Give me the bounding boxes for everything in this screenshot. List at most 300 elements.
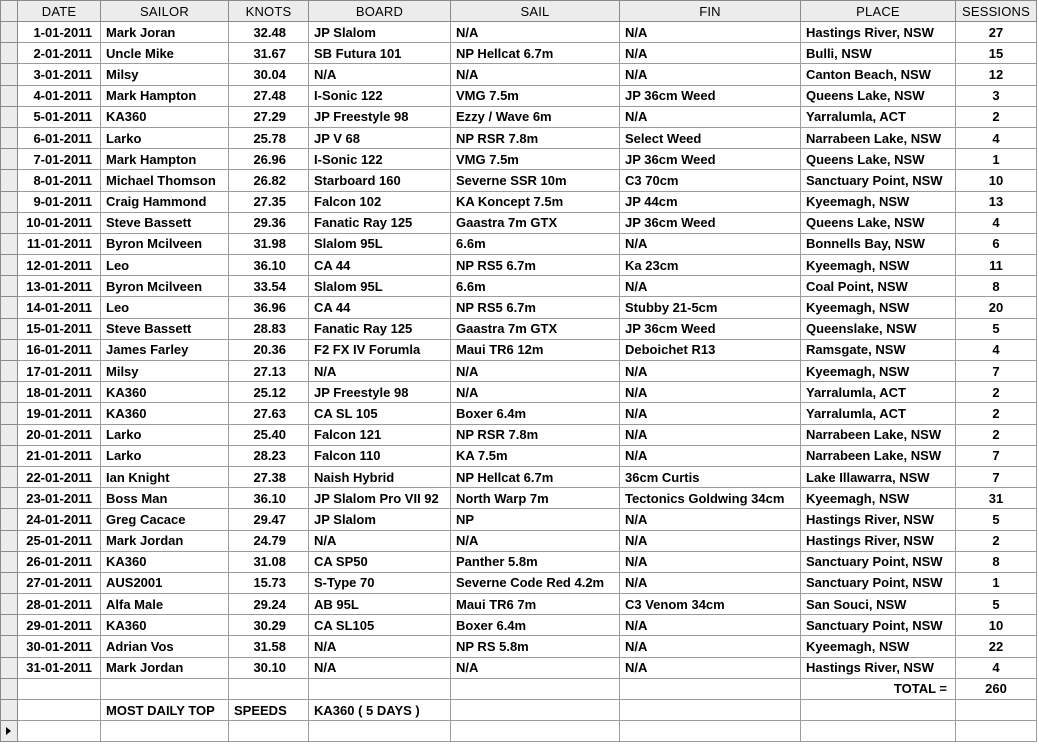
column-header-date[interactable]: DATE (18, 1, 101, 22)
cell-sail[interactable]: North Warp 7m (451, 488, 620, 509)
row-selector[interactable] (1, 594, 18, 615)
cell-date[interactable]: 21-01-2011 (18, 445, 101, 466)
cell-place[interactable]: Yarralumla, ACT (801, 403, 956, 424)
cell-fin[interactable]: N/A (620, 233, 801, 254)
cell-date[interactable]: 15-01-2011 (18, 318, 101, 339)
cell-place[interactable]: Bonnells Bay, NSW (801, 233, 956, 254)
cell-sessions[interactable]: 15 (956, 43, 1037, 64)
cell-sailor[interactable]: Mark Jordan (101, 657, 229, 678)
cell-date[interactable]: 23-01-2011 (18, 488, 101, 509)
cell-knots[interactable]: 30.10 (229, 657, 309, 678)
cell-sail[interactable]: KA Koncept 7.5m (451, 191, 620, 212)
cell-board[interactable]: CA 44 (309, 255, 451, 276)
cell-sail[interactable]: N/A (451, 657, 620, 678)
cell-knots[interactable]: 29.36 (229, 212, 309, 233)
cell-place[interactable]: Kyeemagh, NSW (801, 297, 956, 318)
cell-date[interactable]: 19-01-2011 (18, 403, 101, 424)
cell-sail[interactable]: NP RSR 7.8m (451, 127, 620, 148)
cell-knots[interactable]: 27.29 (229, 106, 309, 127)
cell-sail[interactable]: VMG 7.5m (451, 149, 620, 170)
column-header-board[interactable]: BOARD (309, 1, 451, 22)
cell-place[interactable]: Sanctuary Point, NSW (801, 551, 956, 572)
cell-place[interactable]: Hastings River, NSW (801, 509, 956, 530)
cell-sailor[interactable]: Craig Hammond (101, 191, 229, 212)
cell-knots[interactable]: 33.54 (229, 276, 309, 297)
cell-date[interactable]: 12-01-2011 (18, 255, 101, 276)
cell-knots[interactable]: 27.13 (229, 361, 309, 382)
row-selector[interactable] (1, 382, 18, 403)
cell-sessions[interactable]: 10 (956, 615, 1037, 636)
row-selector[interactable] (1, 700, 18, 721)
cell-sessions[interactable]: 11 (956, 255, 1037, 276)
row-selector[interactable] (1, 615, 18, 636)
cell-sailor[interactable]: KA360 (101, 382, 229, 403)
cell-sessions[interactable]: 4 (956, 212, 1037, 233)
row-selector[interactable] (1, 488, 18, 509)
cell-place[interactable]: Kyeemagh, NSW (801, 361, 956, 382)
row-selector[interactable] (1, 551, 18, 572)
column-header-fin[interactable]: FIN (620, 1, 801, 22)
cell-knots[interactable]: 25.78 (229, 127, 309, 148)
cell-place[interactable]: Kyeemagh, NSW (801, 488, 956, 509)
cell-sessions[interactable]: 2 (956, 403, 1037, 424)
cell-fin[interactable]: N/A (620, 64, 801, 85)
cell-sessions[interactable]: 27 (956, 22, 1037, 43)
cell-knots[interactable]: 31.67 (229, 43, 309, 64)
cell-sailor[interactable]: Larko (101, 445, 229, 466)
cell-date[interactable]: 1-01-2011 (18, 22, 101, 43)
cell-sail[interactable]: NP RS 5.8m (451, 636, 620, 657)
row-selector[interactable] (1, 636, 18, 657)
cell-sail[interactable]: NP RS5 6.7m (451, 297, 620, 318)
cell-board[interactable] (309, 678, 451, 699)
cell-sail[interactable]: Boxer 6.4m (451, 615, 620, 636)
cell-fin[interactable]: JP 36cm Weed (620, 212, 801, 233)
cell-place[interactable] (801, 700, 956, 721)
column-header-sessions[interactable]: SESSIONS (956, 1, 1037, 22)
row-selector[interactable] (1, 43, 18, 64)
cell-sessions[interactable]: 5 (956, 594, 1037, 615)
cell-sailor[interactable]: Boss Man (101, 488, 229, 509)
cell-board[interactable]: N/A (309, 657, 451, 678)
cell-sailor[interactable]: Mark Hampton (101, 85, 229, 106)
cell-fin[interactable]: N/A (620, 657, 801, 678)
cell-date[interactable]: 11-01-2011 (18, 233, 101, 254)
cell-date[interactable]: 20-01-2011 (18, 424, 101, 445)
cell-sail[interactable]: N/A (451, 361, 620, 382)
cell-knots[interactable]: 27.38 (229, 466, 309, 487)
cell-place[interactable]: Queenslake, NSW (801, 318, 956, 339)
cell-sailor[interactable]: Byron Mcilveen (101, 233, 229, 254)
cell-sail[interactable]: Ezzy / Wave 6m (451, 106, 620, 127)
cell-fin[interactable]: N/A (620, 424, 801, 445)
cell-sailor[interactable]: KA360 (101, 403, 229, 424)
cell-date[interactable]: 24-01-2011 (18, 509, 101, 530)
cell-date[interactable]: 27-01-2011 (18, 572, 101, 593)
cell-sailor[interactable]: Leo (101, 297, 229, 318)
cell-sail[interactable]: Severne Code Red 4.2m (451, 572, 620, 593)
cell-knots[interactable]: 27.48 (229, 85, 309, 106)
cell-fin[interactable]: N/A (620, 551, 801, 572)
cell-place[interactable]: Yarralumla, ACT (801, 106, 956, 127)
cell-knots[interactable]: 28.23 (229, 445, 309, 466)
cell-sail[interactable]: NP (451, 509, 620, 530)
cell-board[interactable]: JP Slalom (309, 22, 451, 43)
cell-place[interactable]: Yarralumla, ACT (801, 382, 956, 403)
row-selector[interactable] (1, 276, 18, 297)
cell-sail[interactable]: Maui TR6 12m (451, 339, 620, 360)
cell-sail[interactable]: VMG 7.5m (451, 85, 620, 106)
cell-place[interactable]: Narrabeen Lake, NSW (801, 445, 956, 466)
cell-place[interactable]: Bulli, NSW (801, 43, 956, 64)
cell-board[interactable]: Fanatic Ray 125 (309, 212, 451, 233)
cell-board[interactable]: Falcon 110 (309, 445, 451, 466)
cell-date[interactable]: 2-01-2011 (18, 43, 101, 64)
cell-sailor[interactable]: Larko (101, 424, 229, 445)
cell-board[interactable]: Slalom 95L (309, 276, 451, 297)
cell-board[interactable]: CA 44 (309, 297, 451, 318)
cell-sail[interactable]: N/A (451, 530, 620, 551)
cell-knots[interactable]: 36.10 (229, 488, 309, 509)
cell-sail[interactable]: N/A (451, 22, 620, 43)
cell-date[interactable]: 13-01-2011 (18, 276, 101, 297)
cell-fin[interactable]: Tectonics Goldwing 34cm (620, 488, 801, 509)
cell-board[interactable]: S-Type 70 (309, 572, 451, 593)
cell-board[interactable]: Naish Hybrid (309, 466, 451, 487)
cell-board[interactable]: CA SP50 (309, 551, 451, 572)
column-header-place[interactable]: PLACE (801, 1, 956, 22)
cell-knots[interactable]: 25.40 (229, 424, 309, 445)
row-selector[interactable] (1, 509, 18, 530)
cell-date[interactable]: 4-01-2011 (18, 85, 101, 106)
cell-board[interactable]: N/A (309, 636, 451, 657)
row-selector[interactable] (1, 170, 18, 191)
cell-board[interactable]: CA SL 105 (309, 403, 451, 424)
cell-knots[interactable]: 15.73 (229, 572, 309, 593)
row-selector[interactable] (1, 191, 18, 212)
cell-fin[interactable] (620, 678, 801, 699)
cell-fin[interactable]: JP 36cm Weed (620, 85, 801, 106)
cell-sessions[interactable]: 5 (956, 318, 1037, 339)
cell-sail[interactable]: Maui TR6 7m (451, 594, 620, 615)
cell-knots[interactable]: 24.79 (229, 530, 309, 551)
new-cell-sail[interactable] (451, 721, 620, 742)
cell-sessions[interactable]: 3 (956, 85, 1037, 106)
cell-sessions[interactable]: 4 (956, 127, 1037, 148)
row-selector[interactable] (1, 297, 18, 318)
cell-knots[interactable]: 36.10 (229, 255, 309, 276)
cell-board[interactable]: JP Slalom Pro VII 92 (309, 488, 451, 509)
cell-sailor[interactable]: Alfa Male (101, 594, 229, 615)
new-cell-date[interactable] (18, 721, 101, 742)
cell-fin[interactable] (620, 700, 801, 721)
cell-sailor[interactable]: Steve Bassett (101, 318, 229, 339)
cell-board[interactable]: I-Sonic 122 (309, 85, 451, 106)
cell-fin[interactable]: N/A (620, 530, 801, 551)
cell-sessions[interactable]: 1 (956, 572, 1037, 593)
cell-sessions[interactable]: 5 (956, 509, 1037, 530)
cell-place[interactable]: Kyeemagh, NSW (801, 636, 956, 657)
cell-sessions[interactable]: 8 (956, 551, 1037, 572)
cell-place[interactable]: San Souci, NSW (801, 594, 956, 615)
cell-date[interactable]: 30-01-2011 (18, 636, 101, 657)
cell-knots[interactable]: 20.36 (229, 339, 309, 360)
cell-fin[interactable]: Ka 23cm (620, 255, 801, 276)
cell-sessions[interactable]: 1 (956, 149, 1037, 170)
cell-date[interactable]: 17-01-2011 (18, 361, 101, 382)
new-cell-sessions[interactable] (956, 721, 1037, 742)
cell-fin[interactable]: N/A (620, 43, 801, 64)
cell-date[interactable]: 26-01-2011 (18, 551, 101, 572)
cell-fin[interactable]: N/A (620, 445, 801, 466)
cell-date[interactable]: 28-01-2011 (18, 594, 101, 615)
cell-sessions[interactable]: 7 (956, 445, 1037, 466)
cell-date[interactable]: 10-01-2011 (18, 212, 101, 233)
cell-sessions[interactable]: 31 (956, 488, 1037, 509)
cell-knots[interactable] (229, 678, 309, 699)
row-selector[interactable] (1, 127, 18, 148)
cell-date[interactable]: 18-01-2011 (18, 382, 101, 403)
cell-knots[interactable]: 29.24 (229, 594, 309, 615)
row-selector[interactable] (1, 424, 18, 445)
cell-board[interactable]: N/A (309, 361, 451, 382)
cell-sessions[interactable]: 2 (956, 382, 1037, 403)
cell-place[interactable]: Sanctuary Point, NSW (801, 572, 956, 593)
cell-sailor[interactable]: Larko (101, 127, 229, 148)
cell-sailor[interactable] (101, 678, 229, 699)
cell-date[interactable] (18, 678, 101, 699)
cell-knots[interactable]: 28.83 (229, 318, 309, 339)
summary-label[interactable]: MOST DAILY TOP (101, 700, 229, 721)
summary-top-sailor[interactable]: KA360 ( 5 DAYS ) (309, 700, 451, 721)
cell-sail[interactable]: Gaastra 7m GTX (451, 318, 620, 339)
cell-fin[interactable]: N/A (620, 382, 801, 403)
cell-date[interactable]: 16-01-2011 (18, 339, 101, 360)
row-selector[interactable] (1, 149, 18, 170)
cell-place[interactable]: Queens Lake, NSW (801, 149, 956, 170)
cell-board[interactable]: F2 FX IV Forumla (309, 339, 451, 360)
cell-sessions[interactable]: 7 (956, 466, 1037, 487)
cell-board[interactable]: JP Freestyle 98 (309, 382, 451, 403)
row-selector[interactable] (1, 22, 18, 43)
row-selector[interactable] (1, 445, 18, 466)
cell-sessions[interactable]: 10 (956, 170, 1037, 191)
cell-knots[interactable]: 30.04 (229, 64, 309, 85)
cell-date[interactable]: 8-01-2011 (18, 170, 101, 191)
column-header-sail[interactable]: SAIL (451, 1, 620, 22)
row-selector[interactable] (1, 255, 18, 276)
cell-fin[interactable]: JP 36cm Weed (620, 318, 801, 339)
row-selector[interactable] (1, 572, 18, 593)
cell-knots[interactable]: 31.08 (229, 551, 309, 572)
cell-sail[interactable]: N/A (451, 64, 620, 85)
cell-fin[interactable]: N/A (620, 636, 801, 657)
cell-sail[interactable]: KA 7.5m (451, 445, 620, 466)
cell-sailor[interactable]: Ian Knight (101, 466, 229, 487)
cell-sessions[interactable]: 22 (956, 636, 1037, 657)
cell-sessions[interactable]: 13 (956, 191, 1037, 212)
cell-board[interactable]: Fanatic Ray 125 (309, 318, 451, 339)
cell-knots[interactable]: 27.35 (229, 191, 309, 212)
row-selector[interactable] (1, 233, 18, 254)
total-value[interactable]: 260 (956, 678, 1037, 699)
cell-sailor[interactable]: KA360 (101, 106, 229, 127)
cell-sail[interactable]: Panther 5.8m (451, 551, 620, 572)
cell-sessions[interactable]: 4 (956, 657, 1037, 678)
cell-sail[interactable]: NP RS5 6.7m (451, 255, 620, 276)
cell-sail[interactable] (451, 678, 620, 699)
cell-date[interactable]: 3-01-2011 (18, 64, 101, 85)
cell-sail[interactable]: NP Hellcat 6.7m (451, 466, 620, 487)
cell-place[interactable]: Coal Point, NSW (801, 276, 956, 297)
cell-sessions[interactable]: 20 (956, 297, 1037, 318)
cell-knots[interactable]: 26.96 (229, 149, 309, 170)
cell-fin[interactable]: N/A (620, 361, 801, 382)
cell-fin[interactable]: JP 44cm (620, 191, 801, 212)
new-cell-fin[interactable] (620, 721, 801, 742)
cell-board[interactable]: AB 95L (309, 594, 451, 615)
cell-fin[interactable]: Stubby 21-5cm (620, 297, 801, 318)
row-selector[interactable] (1, 530, 18, 551)
cell-knots[interactable]: 26.82 (229, 170, 309, 191)
cell-sessions[interactable]: 2 (956, 424, 1037, 445)
cell-sailor[interactable]: Adrian Vos (101, 636, 229, 657)
cell-place[interactable]: Ramsgate, NSW (801, 339, 956, 360)
cell-sessions[interactable]: 7 (956, 361, 1037, 382)
cell-date[interactable]: 7-01-2011 (18, 149, 101, 170)
cell-place[interactable]: Sanctuary Point, NSW (801, 170, 956, 191)
cell-sessions[interactable]: 4 (956, 339, 1037, 360)
cell-board[interactable]: Falcon 121 (309, 424, 451, 445)
row-selector[interactable] (1, 466, 18, 487)
cell-board[interactable]: JP V 68 (309, 127, 451, 148)
cell-sailor[interactable]: AUS2001 (101, 572, 229, 593)
cell-sail[interactable]: NP RSR 7.8m (451, 424, 620, 445)
cell-fin[interactable]: N/A (620, 615, 801, 636)
cell-fin[interactable]: N/A (620, 509, 801, 530)
cell-date[interactable]: 6-01-2011 (18, 127, 101, 148)
cell-sailor[interactable]: Milsy (101, 361, 229, 382)
row-selector[interactable] (1, 678, 18, 699)
row-selector[interactable] (1, 106, 18, 127)
cell-place[interactable]: Kyeemagh, NSW (801, 191, 956, 212)
cell-knots[interactable]: 29.47 (229, 509, 309, 530)
cell-knots[interactable]: 31.58 (229, 636, 309, 657)
cell-knots[interactable]: 30.29 (229, 615, 309, 636)
cell-place[interactable]: Narrabeen Lake, NSW (801, 127, 956, 148)
row-selector[interactable] (1, 64, 18, 85)
cell-fin[interactable]: N/A (620, 106, 801, 127)
cell-sailor[interactable]: James Farley (101, 339, 229, 360)
cell-place[interactable]: Queens Lake, NSW (801, 85, 956, 106)
cell-board[interactable]: JP Slalom (309, 509, 451, 530)
cell-knots[interactable]: 36.96 (229, 297, 309, 318)
cell-knots[interactable]: 31.98 (229, 233, 309, 254)
cell-board[interactable]: JP Freestyle 98 (309, 106, 451, 127)
cell-sailor[interactable]: Michael Thomson (101, 170, 229, 191)
cell-fin[interactable]: C3 70cm (620, 170, 801, 191)
row-selector[interactable] (1, 212, 18, 233)
cell-sail[interactable]: Gaastra 7m GTX (451, 212, 620, 233)
cell-date[interactable]: 9-01-2011 (18, 191, 101, 212)
cell-board[interactable]: Slalom 95L (309, 233, 451, 254)
cell-sail[interactable] (451, 700, 620, 721)
cell-board[interactable]: I-Sonic 122 (309, 149, 451, 170)
cell-board[interactable]: Starboard 160 (309, 170, 451, 191)
cell-board[interactable]: N/A (309, 530, 451, 551)
cell-place[interactable]: Hastings River, NSW (801, 530, 956, 551)
cell-fin[interactable]: Deboichet R13 (620, 339, 801, 360)
cell-sailor[interactable]: Greg Cacace (101, 509, 229, 530)
cell-board[interactable]: SB Futura 101 (309, 43, 451, 64)
cell-sail[interactable]: NP Hellcat 6.7m (451, 43, 620, 64)
new-cell-sailor[interactable] (101, 721, 229, 742)
column-header-sailor[interactable]: SAILOR (101, 1, 229, 22)
cell-date[interactable]: 29-01-2011 (18, 615, 101, 636)
cell-knots[interactable]: 27.63 (229, 403, 309, 424)
cell-sessions[interactable]: 6 (956, 233, 1037, 254)
cell-knots[interactable]: 25.12 (229, 382, 309, 403)
cell-date[interactable]: 14-01-2011 (18, 297, 101, 318)
cell-date[interactable]: 25-01-2011 (18, 530, 101, 551)
cell-fin[interactable]: N/A (620, 276, 801, 297)
cell-sailor[interactable]: Byron Mcilveen (101, 276, 229, 297)
new-record-selector[interactable] (1, 721, 18, 742)
cell-sailor[interactable]: Leo (101, 255, 229, 276)
new-cell-place[interactable] (801, 721, 956, 742)
cell-fin[interactable]: N/A (620, 403, 801, 424)
new-cell-board[interactable] (309, 721, 451, 742)
cell-place[interactable]: Sanctuary Point, NSW (801, 615, 956, 636)
row-selector[interactable] (1, 657, 18, 678)
cell-place[interactable]: Queens Lake, NSW (801, 212, 956, 233)
cell-sail[interactable]: 6.6m (451, 233, 620, 254)
cell-board[interactable]: CA SL105 (309, 615, 451, 636)
cell-date[interactable] (18, 700, 101, 721)
cell-date[interactable]: 31-01-2011 (18, 657, 101, 678)
cell-fin[interactable]: N/A (620, 22, 801, 43)
column-header-knots[interactable]: KNOTS (229, 1, 309, 22)
cell-fin[interactable]: Select Weed (620, 127, 801, 148)
cell-sailor[interactable]: KA360 (101, 615, 229, 636)
cell-board[interactable]: Falcon 102 (309, 191, 451, 212)
cell-place[interactable]: Lake Illawarra, NSW (801, 466, 956, 487)
cell-date[interactable]: 5-01-2011 (18, 106, 101, 127)
cell-place[interactable]: Hastings River, NSW (801, 22, 956, 43)
row-selector[interactable] (1, 318, 18, 339)
corner-selector[interactable] (1, 1, 18, 22)
cell-sessions[interactable]: 12 (956, 64, 1037, 85)
cell-fin[interactable]: N/A (620, 572, 801, 593)
cell-place[interactable]: Narrabeen Lake, NSW (801, 424, 956, 445)
summary-speeds[interactable]: SPEEDS (229, 700, 309, 721)
cell-sail[interactable]: Boxer 6.4m (451, 403, 620, 424)
cell-sailor[interactable]: Milsy (101, 64, 229, 85)
cell-sailor[interactable]: Mark Jordan (101, 530, 229, 551)
cell-place[interactable]: Hastings River, NSW (801, 657, 956, 678)
cell-place[interactable]: Kyeemagh, NSW (801, 255, 956, 276)
cell-fin[interactable]: JP 36cm Weed (620, 149, 801, 170)
cell-date[interactable]: 22-01-2011 (18, 466, 101, 487)
cell-sailor[interactable]: Uncle Mike (101, 43, 229, 64)
row-selector[interactable] (1, 339, 18, 360)
cell-sail[interactable]: Severne SSR 10m (451, 170, 620, 191)
row-selector[interactable] (1, 85, 18, 106)
cell-sessions[interactable]: 8 (956, 276, 1037, 297)
cell-fin[interactable]: C3 Venom 34cm (620, 594, 801, 615)
cell-sailor[interactable]: Mark Joran (101, 22, 229, 43)
new-cell-knots[interactable] (229, 721, 309, 742)
